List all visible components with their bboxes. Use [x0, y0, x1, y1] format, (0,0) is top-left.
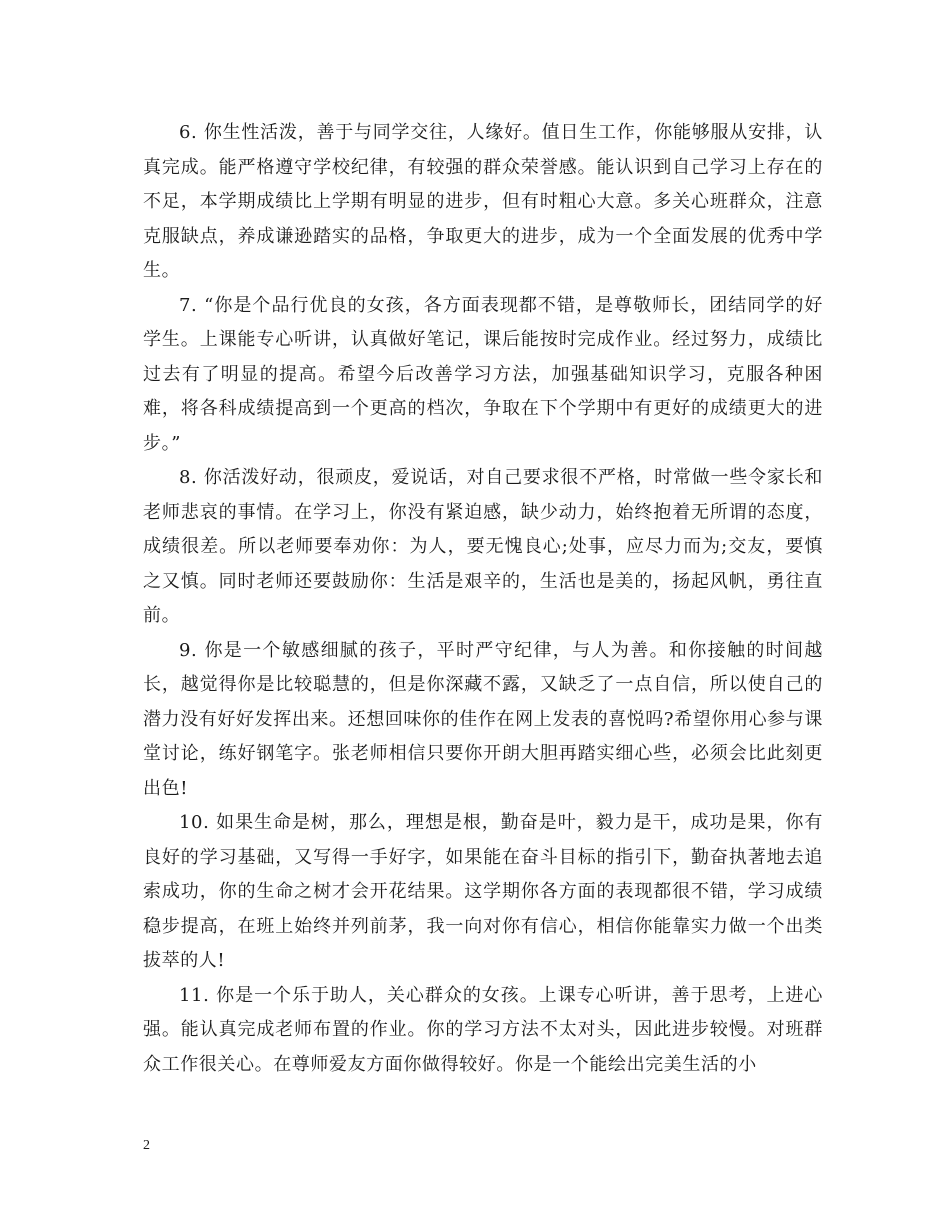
paragraph-7: 7. “你是个品行优良的女孩，各方面表现都不错，是尊敬师长，团结同学的好学生。上课能专心听讲，认真做好笔记，课后能按时完成作业。经过努力，成绩比过去有了明显的提高。希望今后改善学习方法，加强基础知识学习，克服各种困难，将各科成绩提高到一个更高的档次，争取在下个学期中有更好的成绩更大的进步。” [143, 294, 823, 454]
paragraph-9: 9. 你是一个敏感细腻的孩子，平时严守纪律，与人为善。和你接触的时间越长，越觉得你是比较聪慧的，但是你深藏不露，又缺乏了一点自信，所以使自己的潜力没有好好发挥出来。还想回味你的佳作在网上发表的喜悦吗?希望你用心参与课堂讨论，练好钢笔字。张老师相信只要你开朗大胆再踏实细心些，必须会比此刻更出色! [143, 639, 823, 799]
document-body [143, 116, 823, 1082]
paragraph-8: 8. 你活泼好动，很顽皮，爱说话，对自己要求很不严格，时常做一些令家长和老师悲哀的事情。在学习上，你没有紧迫感，缺少动力，始终抱着无所谓的态度，成绩很差。所以老师要奉劝你：为人，要无愧良心;处事，应尽力而为;交友，要慎之又慎。同时老师还要鼓励你：生活是艰辛的，生活也是美的，扬起风帆，勇往直前。 [143, 467, 823, 626]
paragraph-10: 10. 如果生命是树，那么，理想是根，勤奋是叶，毅力是干，成功是果，你有良好的学习基础，又写得一手好字，如果能在奋斗目标的指引下，勤奋执著地去追索成功，你的生命之树才会开花结果。这学期你各方面的表现都很不错，学习成绩稳步提高，在班上始终并列前茅，我一向对你有信心，相信你能靠实力做一个出类拔萃的人! [143, 812, 823, 971]
paragraph-11: 11. 你是一个乐于助人，关心群众的女孩。上课专心听讲，善于思考，上进心强。能认真完成老师布置的作业。你的学习方法不太对头，因此进步较慢。对班群众工作很关心。在尊师爱友方面你做得较好。你是一个能绘出完美生活的小 [143, 984, 823, 1075]
paragraph-6: 6. 你生性活泼，善于与同学交往，人缘好。值日生工作，你能够服从安排，认真完成。能严格遵守学校纪律，有较强的群众荣誉感。能认识到自己学习上存在的不足，本学期成绩比上学期有明显的进步，但有时粗心大意。多关心班群众，注意克服缺点，养成谦逊踏实的品格，争取更大的进步，成为一个全面发展的优秀中学生。 [143, 122, 823, 281]
page-number: 2 [143, 1138, 150, 1153]
